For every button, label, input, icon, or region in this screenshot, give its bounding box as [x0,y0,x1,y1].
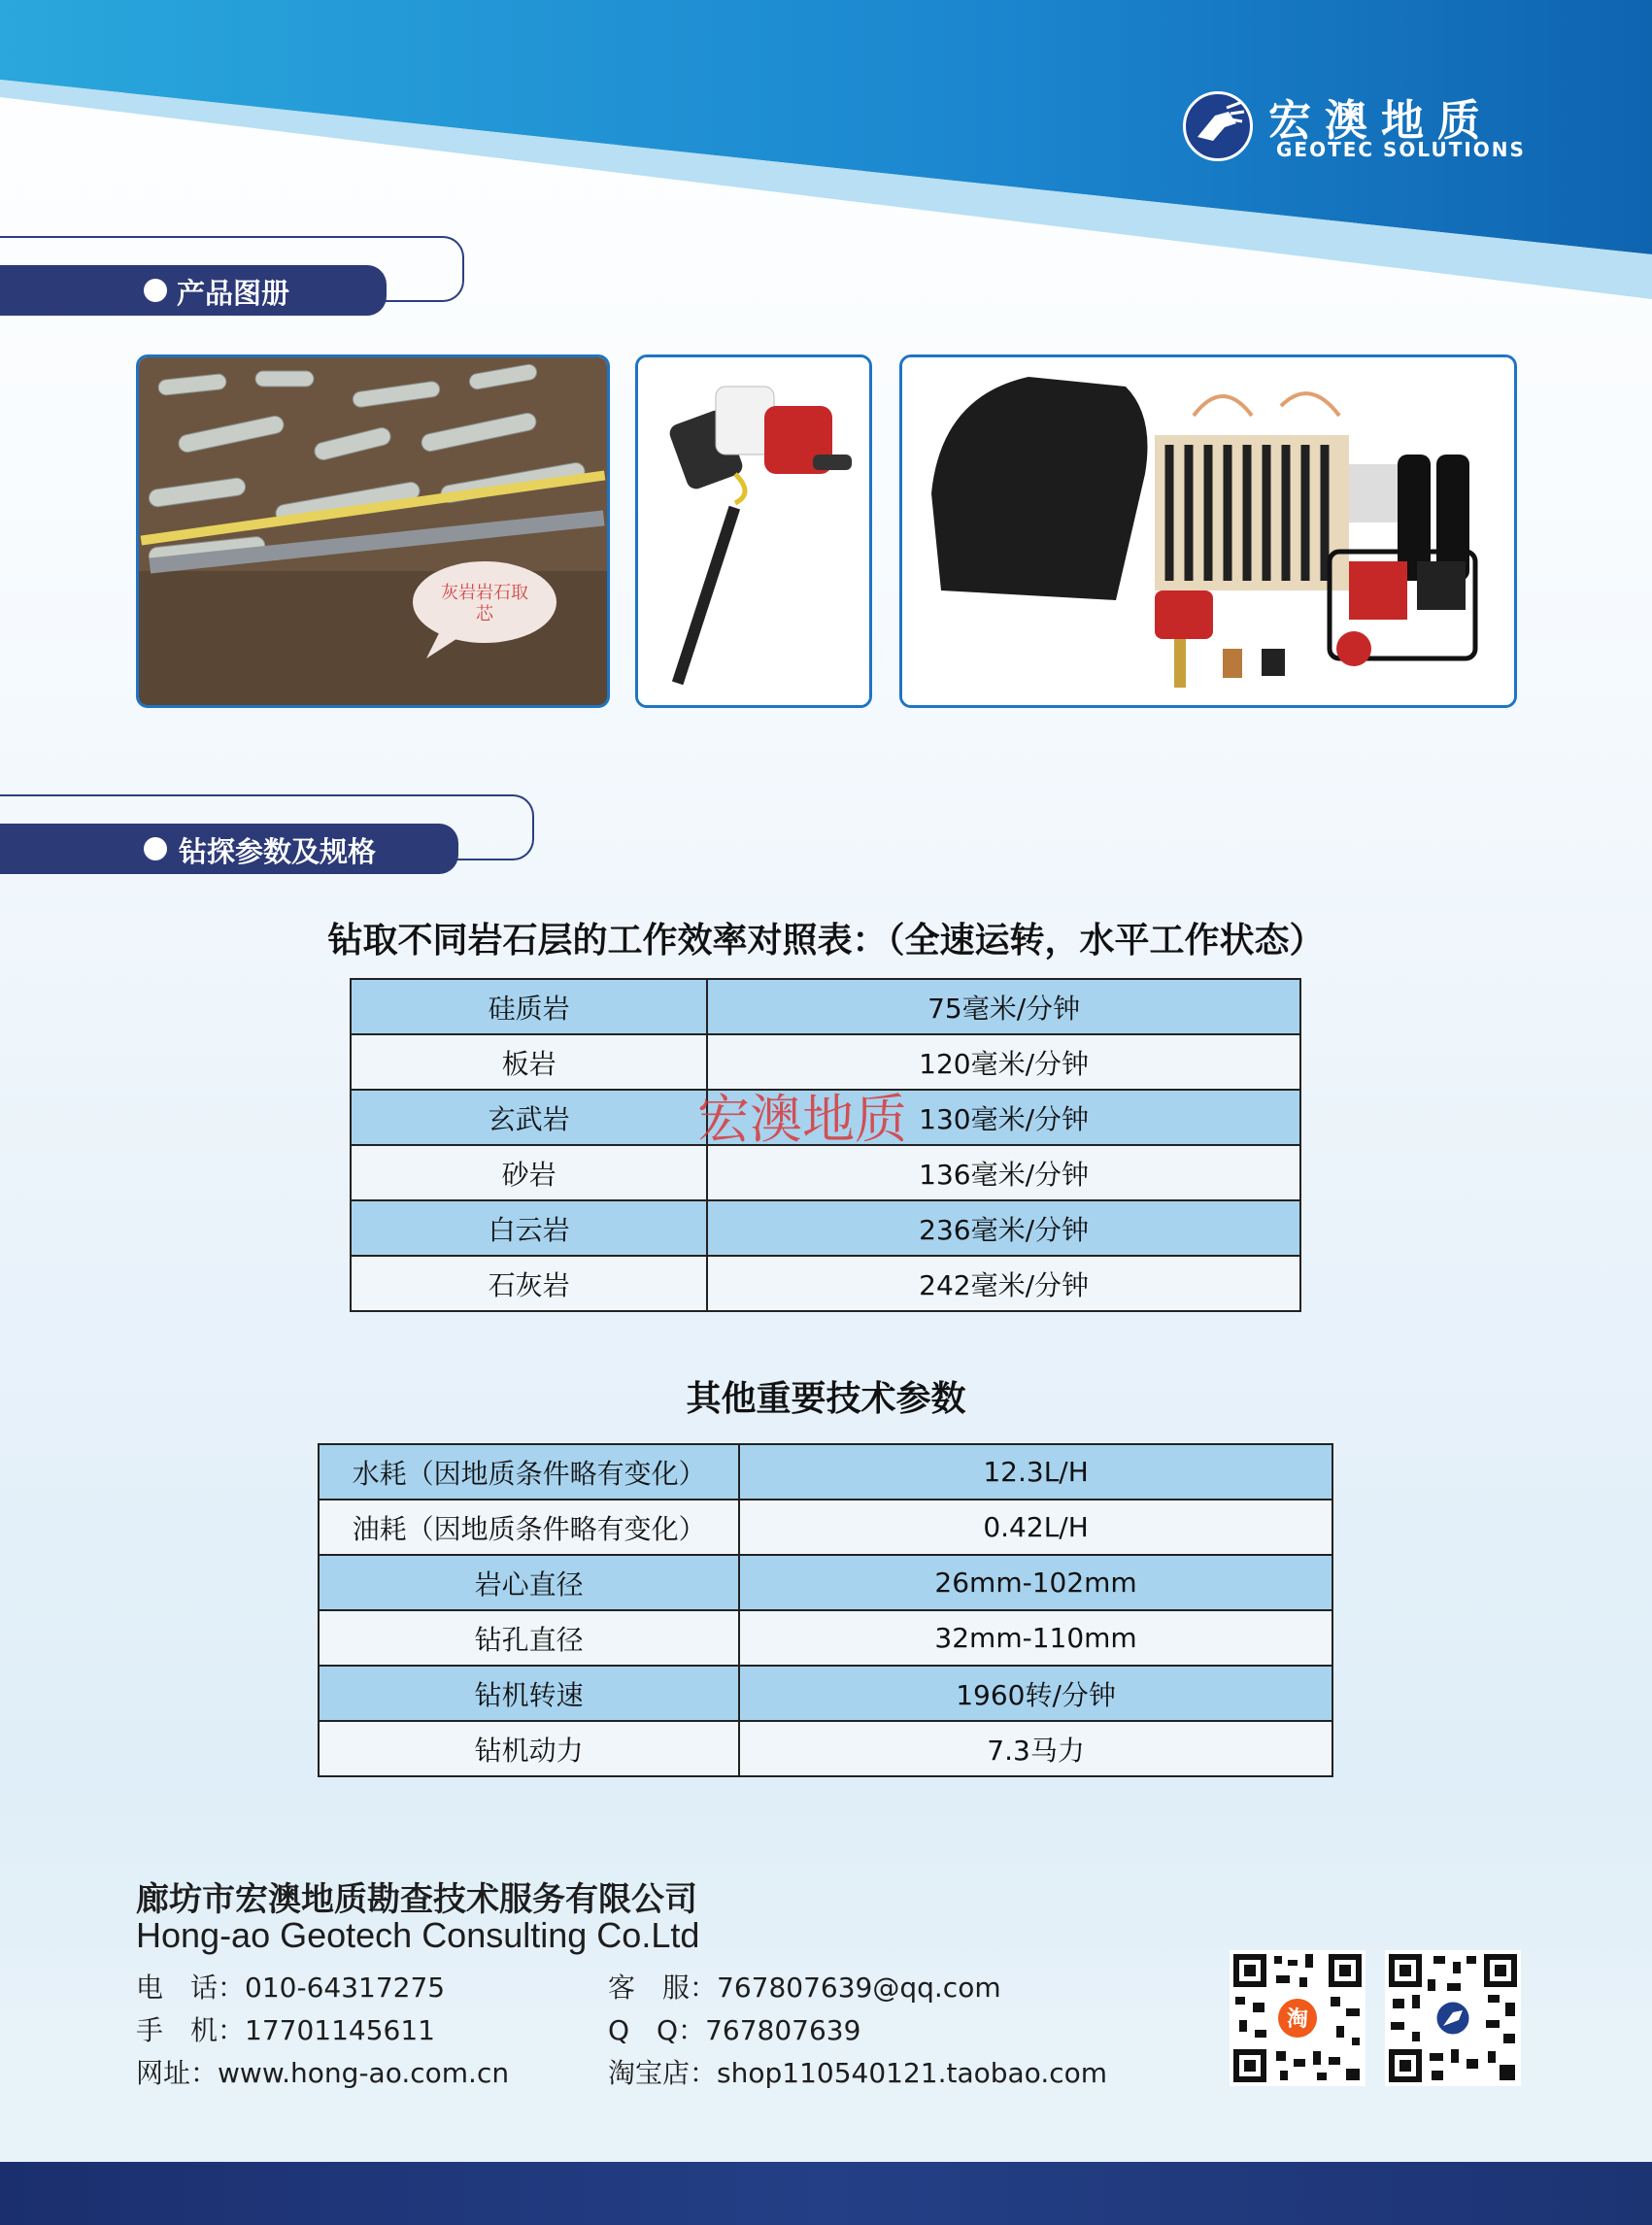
drill-rate-cell: 136毫米/分钟 [707,1145,1300,1200]
param-value-cell: 12.3L/H [739,1444,1332,1500]
tech-table-heading: 其他重要技术参数 [686,1379,966,1419]
contact-label: 电 话： [136,1972,246,2004]
param-value-cell: 26mm-102mm [739,1555,1332,1610]
section-tab-specs [0,824,544,874]
rock-type-cell: 硅质岩 [351,979,707,1034]
qr-code-taobao[interactable] [1230,1950,1365,2086]
photo-caption: 灰岩岩石取芯 [441,583,528,624]
rock-type-cell: 板岩 [351,1034,707,1090]
equipment-kit-image [902,357,1514,705]
brand-name-cn: 宏澳地质 [1268,96,1494,146]
param-name-cell: 水耗（因地质条件略有变化） [319,1444,739,1500]
table-row [319,1555,1332,1610]
contact-label: 网址： [136,2057,219,2089]
qr-code-wechat[interactable] [1385,1950,1521,2086]
section-title: 钻探参数及规格 [179,835,377,868]
contact-label: Q Q： [608,2014,706,2046]
table-row [351,979,1300,1034]
contact-shop [608,2052,1107,2091]
param-value-cell: 0.42L/H [739,1500,1332,1555]
contact-value: 010-64317275 [245,1972,446,2004]
param-value-cell: 7.3马力 [739,1721,1332,1776]
brand-name-en: GEOTEC SOLUTIONS [1276,138,1526,161]
efficiency-table-heading: 钻取不同岩石层的工作效率对照表：（全速运转，水平工作状态） [327,921,1325,961]
drill-rate-cell: 130毫米/分钟 [707,1090,1300,1145]
taobao-badge: 淘 [1286,2007,1309,2032]
param-name-cell: 钻机转速 [319,1666,739,1721]
geotec-logo-icon [1183,91,1253,161]
footer-band [0,2162,1652,2225]
rock-core-image [139,357,607,705]
contact-qq [608,2009,860,2048]
company-name-cn: 廊坊市宏澳地质勘查技术服务有限公司 [136,1880,697,1919]
table-row [319,1666,1332,1721]
contact-website [136,2052,509,2091]
contact-label: 淘宝店： [608,2057,718,2089]
drill-rate-cell: 236毫米/分钟 [707,1200,1300,1256]
qr-code-icon [1385,1950,1521,2086]
qr-code-icon [1230,1950,1365,2086]
table-row [319,1721,1332,1776]
table-row [319,1444,1332,1500]
contact-phone [136,1967,445,2006]
drill-machine-image [638,357,869,705]
param-value-cell: 32mm-110mm [739,1610,1332,1666]
drill-rate-cell: 120毫米/分钟 [707,1034,1300,1090]
contact-service [608,1967,1001,2006]
bullet-icon [144,837,167,860]
contact-value: 17701145611 [245,2014,435,2046]
photo-equipment-kit [899,354,1517,708]
drill-rate-cell: 75毫米/分钟 [707,979,1300,1034]
param-value-cell: 1960转/分钟 [739,1666,1332,1721]
contact-value: 767807639 [705,2014,861,2046]
bullet-icon [144,279,167,302]
contact-mobile [136,2009,435,2048]
param-name-cell: 岩心直径 [319,1555,739,1610]
table-row [319,1500,1332,1555]
rock-type-cell: 玄武岩 [351,1090,707,1145]
shop-link[interactable]: shop110540121.taobao.com [717,2057,1108,2089]
drill-rate-cell: 242毫米/分钟 [707,1256,1300,1311]
section-title: 产品图册 [177,277,290,310]
watermark: 宏澳地质 [697,1089,907,1150]
tech-params-table [318,1443,1333,1777]
website-link[interactable]: www.hong-ao.com.cn [218,2057,510,2089]
email-link[interactable]: 767807639@qq.com [717,1972,1001,2004]
company-name-en: Hong-ao Geotech Consulting Co.Ltd [136,1915,700,1955]
rock-type-cell: 白云岩 [351,1200,707,1256]
brand-logo [1183,84,1552,167]
param-name-cell: 钻机动力 [319,1721,739,1776]
param-name-cell: 钻孔直径 [319,1610,739,1666]
contact-label: 手 机： [136,2014,246,2046]
photo-drill-machine [635,354,872,708]
table-row [319,1610,1332,1666]
contact-label: 客 服： [608,1972,718,2004]
rock-type-cell: 石灰岩 [351,1256,707,1311]
param-name-cell: 油耗（因地质条件略有变化） [319,1500,739,1555]
section-tab-gallery [0,265,466,316]
table-row [351,1256,1300,1311]
table-row [351,1145,1300,1200]
photo-rock-cores [136,354,610,708]
rock-type-cell: 砂岩 [351,1145,707,1200]
table-row [351,1200,1300,1256]
